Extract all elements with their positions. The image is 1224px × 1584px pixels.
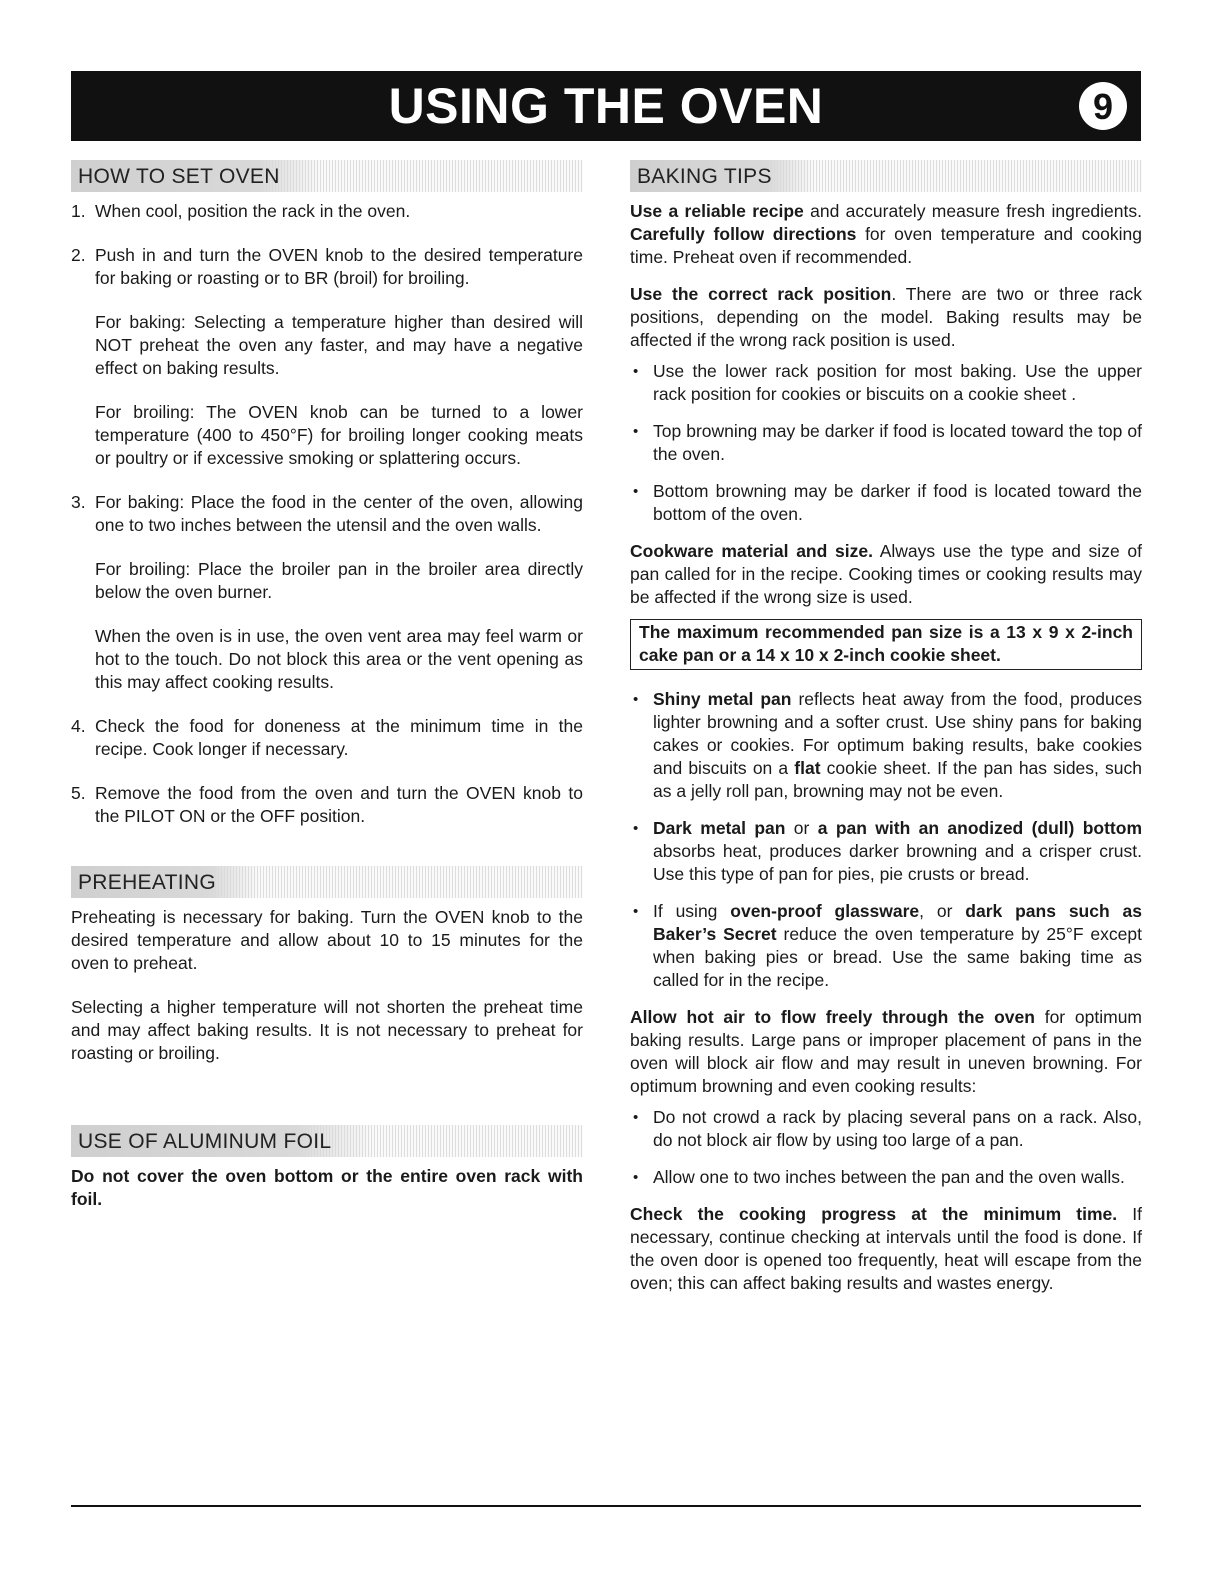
max-pan-size-box: The maximum recommended pan size is a 13 x 9 x 2-inch cake pan or a 14 x 10 x 2-inch cookie sheet. — [630, 619, 1142, 670]
right-column — [630, 160, 1142, 1295]
pan-type-list — [630, 688, 1142, 992]
footer-rule — [71, 1505, 1141, 1507]
section-heading-label: USE OF ALUMINUM FOIL — [71, 1125, 373, 1157]
page-banner — [71, 71, 1141, 141]
section-heading-aluminum-foil — [71, 1125, 583, 1157]
step-2-broiling-note: For broiling: The OVEN knob can be turned to a lower temperature (400 to 450°F) for broiling longer cooking meats or poultry or if excessive smoking or splattering occurs. — [95, 402, 583, 468]
list-item: • Allow one to two inches between the pan and the oven walls. — [630, 1166, 1142, 1189]
step-3: 3. For baking: Place the food in the center of the oven, allowing one to two inches between the utensil and the oven walls. For broiling: Place the broiler pan in the broiler area directly below the oven burner. When the oven is in use, the oven vent area may feel warm or hot to the touch. Do not block this area or the vent opening as this may affect cooking results. — [71, 492, 583, 692]
page-title: USING THE OVEN — [388, 78, 824, 134]
list-item: • Use the lower rack position for most baking. Use the upper rack position for cookies or biscuits on a cookie sheet . — [630, 360, 1142, 406]
list-item: • Top browning may be darker if food is located toward the top of the oven. — [630, 420, 1142, 466]
steps-list — [71, 200, 583, 828]
step-2: 2. Push in and turn the OVEN knob to the desired temperature for baking or roasting or to BR (broil) for broiling. For baking: Selecting a temperature higher than desired will NOT preheat the oven any faster, and may have a negative effect on baking results. For broiling: The OVEN knob can be turned to a lower temperature (400 to 450°F) for broiling longer cooking meats or poultry or if excessive smoking or splattering occurs. — [71, 245, 583, 468]
left-column — [71, 160, 583, 1211]
rack-position-list — [630, 360, 1142, 526]
section-heading-label: BAKING TIPS — [630, 160, 814, 192]
step-2-baking-note: For baking: Selecting a temperature higher than desired will NOT preheat the oven any faster, and may have a negative effect on baking results. — [95, 312, 583, 378]
preheating-paragraph-2: Selecting a higher temperature will not shorten the preheat time and may affect baking results. It is not necessary to preheat for roasting or broiling. — [71, 997, 583, 1063]
step-5: 5. Remove the food from the oven and turn the OVEN knob to the PILOT ON or the OFF position. — [71, 783, 583, 826]
tip-rack-position: Use the correct rack position. There are two or three rack positions, depending on the model. Baking results may be affected if the wrong rack position is used. — [630, 284, 1142, 350]
tip-check-progress: Check the cooking progress at the minimum time. If necessary, continue checking at intervals until the food is done. If the oven door is opened too frequently, heat will escape from the oven; this can affect baking results and wastes energy. — [630, 1204, 1142, 1293]
step-1: 1. When cool, position the rack in the oven. — [71, 201, 411, 221]
tip-air-flow: Allow hot air to flow freely through the oven for optimum baking results. Large pans or improper placement of pans in the oven will block air flow and may result in uneven browning. For optimum browning and even cooking results: — [630, 1007, 1143, 1096]
list-item: • Dark metal pan or a pan with an anodized (dull) bottom absorbs heat, produces darker browning and a crisper crust. Use this type of pan for pies, pie crusts or bread. — [630, 817, 1142, 886]
step-3-broiling-note: For broiling: Place the broiler pan in the broiler area directly below the oven burner. — [95, 559, 583, 602]
preheating-paragraph-1: Preheating is necessary for baking. Turn the OVEN knob to the desired temperature and allow about 10 to 15 minutes for the oven to preheat. — [71, 907, 583, 973]
section-heading-label: PREHEATING — [71, 866, 258, 898]
list-item: • Do not crowd a rack by placing several pans on a rack. Also, do not block air flow by using too large of a pan. — [630, 1106, 1142, 1152]
tip-cookware: Cookware material and size. Always use the type and size of pan called for in the recipe. Cooking times or cooking results may be affected if the wrong size is used. — [630, 541, 1142, 607]
list-item: • Shiny metal pan reflects heat away from the food, produces lighter browning and a softer crust. Use shiny pans for baking cakes or cookies. For optimum baking results, bake cookies and biscuits on a flat cookie sheet. If the pan has sides, such as a jelly roll pan, browning may not be even. — [630, 688, 1142, 803]
list-item: • If using oven-proof glassware, or dark pans such as Baker’s Secret reduce the oven temperature by 25°F except when baking pies or bread. Use the same baking time as called for in the recipe. — [630, 900, 1142, 992]
step-4: 4. Check the food for doneness at the minimum time in the recipe. Cook longer if necessary. — [71, 716, 583, 759]
step-3-vent-note: When the oven is in use, the oven vent area may feel warm or hot to the touch. Do not block this area or the vent opening as this may affect cooking results. — [95, 626, 583, 692]
foil-warning: Do not cover the oven bottom or the entire oven rack with foil. — [71, 1166, 583, 1209]
section-heading-preheating — [71, 866, 583, 898]
tip-reliable-recipe: Use a reliable recipe and accurately measure fresh ingredients. Carefully follow directions for oven temperature and cooking time. Preheat oven if recommended. — [630, 201, 1142, 267]
page-number-badge: 9 — [1079, 82, 1127, 130]
section-heading-label: HOW TO SET OVEN — [71, 160, 322, 192]
section-heading-how-to-set-oven — [71, 160, 583, 192]
list-item: • Bottom browning may be darker if food is located toward the bottom of the oven. — [630, 480, 1142, 526]
section-heading-baking-tips — [630, 160, 1142, 192]
air-flow-list — [630, 1106, 1142, 1189]
